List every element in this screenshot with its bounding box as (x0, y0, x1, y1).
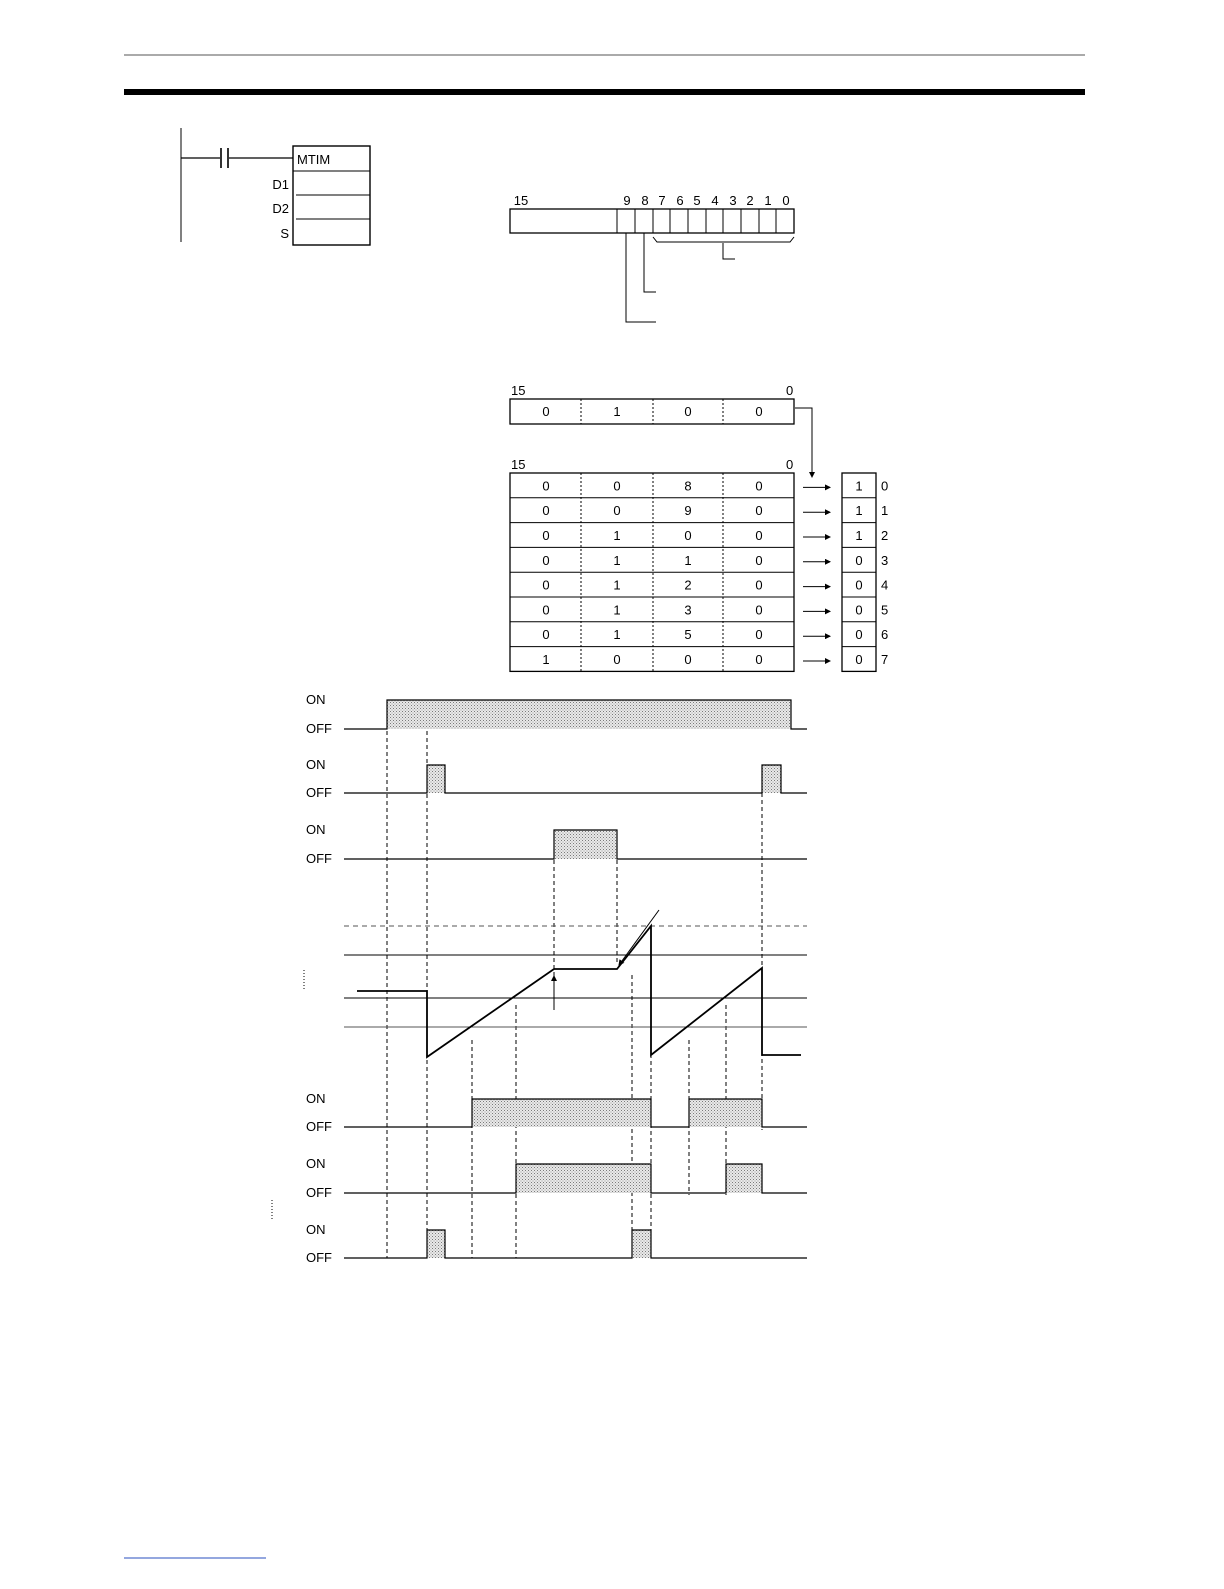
bit-number-label: 4 (711, 193, 719, 208)
table-cell: 8 (684, 478, 692, 494)
signal-on-fill (427, 1230, 445, 1258)
top-word-digit: 0 (684, 404, 692, 419)
comparison-table (510, 383, 888, 671)
bit-index-label: 4 (881, 577, 889, 593)
bit-index-label: 7 (881, 652, 889, 667)
bit-number-label: 1 (764, 193, 772, 208)
timing-signal (306, 822, 807, 866)
table-cell: 0 (755, 652, 763, 667)
on-label: ON (306, 1156, 326, 1171)
table-cell: 0 (542, 478, 550, 494)
table-cell: 0 (542, 602, 550, 618)
table-cell: 3 (684, 602, 692, 618)
timing-signal (306, 1222, 807, 1265)
flag-value: 1 (855, 528, 863, 543)
timing-signal (306, 692, 807, 736)
off-label: OFF (306, 1250, 332, 1265)
header-thick-rule (124, 89, 1085, 95)
top-word-box (510, 399, 794, 424)
table-cell: 0 (755, 478, 763, 494)
flag-value: 1 (855, 478, 863, 494)
on-label: ON (306, 757, 326, 772)
table-cell: 0 (613, 652, 621, 667)
bit-index-label: 0 (881, 478, 889, 494)
resume-arrow (619, 910, 659, 965)
signal-on-fill (689, 1099, 762, 1127)
signal-on-fill (726, 1164, 762, 1193)
on-label: ON (306, 1091, 326, 1106)
on-label: ON (306, 692, 326, 707)
bit-9-leader (626, 233, 656, 322)
top-word-digit: 1 (613, 404, 621, 419)
flag-value: 0 (855, 602, 863, 618)
table-msb-label: 15 (511, 457, 526, 472)
table-cell: 1 (613, 577, 621, 593)
top-word-digit: 0 (542, 404, 550, 419)
ladder-symbol (181, 128, 370, 245)
table-rows (510, 473, 830, 671)
table-lsb-label: 0 (786, 457, 794, 472)
instruction-mnemonic: MTIM (297, 152, 331, 167)
table-cell: 0 (613, 478, 621, 494)
signal-on-fill (554, 830, 617, 859)
top-word-arrow (795, 408, 812, 477)
bit-number-label: 5 (693, 193, 701, 208)
off-label: OFF (306, 721, 332, 736)
bit-layout-diagram (510, 193, 794, 322)
flag-value: 0 (855, 577, 863, 593)
bits-0-7-brace (653, 237, 794, 242)
table-cell: 0 (755, 602, 763, 618)
present-value-trace (357, 926, 801, 1057)
off-label: OFF (306, 1119, 332, 1134)
bit-number-label: 6 (676, 193, 684, 208)
flag-value: 0 (855, 552, 863, 568)
bits-0-7-leader (723, 243, 735, 259)
bit-dividers (617, 209, 776, 233)
signal-on-fill (516, 1164, 651, 1193)
bit-number-label: 2 (746, 193, 754, 208)
signal-waveform (344, 1230, 807, 1258)
off-label: OFF (306, 1185, 332, 1200)
bit-index-label: 3 (881, 552, 889, 568)
timing-signal (306, 1156, 807, 1200)
table-cell: 1 (613, 528, 621, 543)
timing-signal (306, 757, 807, 800)
table-cell: 0 (613, 503, 621, 519)
table-cell: 9 (684, 503, 692, 519)
flag-value: 0 (855, 652, 863, 667)
table-cell: 5 (684, 627, 692, 643)
table-cell: 0 (542, 552, 550, 568)
bit-index-label: 5 (881, 602, 889, 618)
table-cell: 0 (755, 503, 763, 519)
flag-value: 0 (855, 627, 863, 643)
signal-on-fill (387, 700, 791, 729)
operand-d1-label: D1 (272, 177, 289, 192)
on-label: ON (306, 822, 326, 837)
table-cell: 1 (613, 602, 621, 618)
operand-d2-label: D2 (272, 201, 289, 216)
bit-number-label: 3 (729, 193, 737, 208)
table-cell: 0 (542, 503, 550, 519)
top-word-lsb-label: 0 (786, 383, 794, 398)
signal-waveform (344, 765, 807, 793)
table-cell: 0 (542, 627, 550, 643)
table-cell: 2 (684, 577, 692, 593)
table-cell: 1 (613, 552, 621, 568)
top-word-digit: 0 (755, 404, 763, 419)
bit-number-label: 8 (641, 193, 649, 208)
table-cell: 0 (684, 528, 692, 543)
bit-index-label: 1 (881, 503, 889, 519)
table-cell: 0 (755, 577, 763, 593)
bit-index-label: 2 (881, 528, 889, 543)
flag-column (842, 473, 888, 671)
bit-number-label: 15 (513, 193, 529, 208)
bit-index-label: 6 (881, 627, 889, 643)
table-cell: 0 (542, 577, 550, 593)
table-cell: 1 (542, 652, 550, 667)
timing-signal (306, 1091, 807, 1134)
table-cell: 1 (613, 627, 621, 643)
flag-value: 1 (855, 503, 863, 519)
table-cell: 0 (542, 528, 550, 543)
table-cell: 1 (684, 552, 692, 568)
signal-on-fill (472, 1099, 651, 1127)
bit-number-label: 0 (782, 193, 790, 208)
top-word-msb-label: 15 (511, 383, 526, 398)
top-word-digits (542, 399, 762, 424)
off-label: OFF (306, 785, 332, 800)
off-label: OFF (306, 851, 332, 866)
bit-number-label: 7 (658, 193, 666, 208)
bit-word-box (510, 209, 794, 233)
on-label: ON (306, 1222, 326, 1237)
bit-labels (514, 193, 790, 208)
table-cell: 0 (755, 528, 763, 543)
signal-on-fill (632, 1230, 651, 1258)
signal-on-fill (762, 765, 781, 793)
operand-s-label: S (280, 226, 289, 241)
bit-8-leader (644, 233, 656, 292)
table-cell: 0 (755, 627, 763, 643)
timing-chart (272, 692, 807, 1265)
table-cell: 0 (755, 552, 763, 568)
signal-on-fill (427, 765, 445, 793)
bit-number-label: 9 (623, 193, 631, 208)
table-cell: 0 (684, 652, 692, 667)
